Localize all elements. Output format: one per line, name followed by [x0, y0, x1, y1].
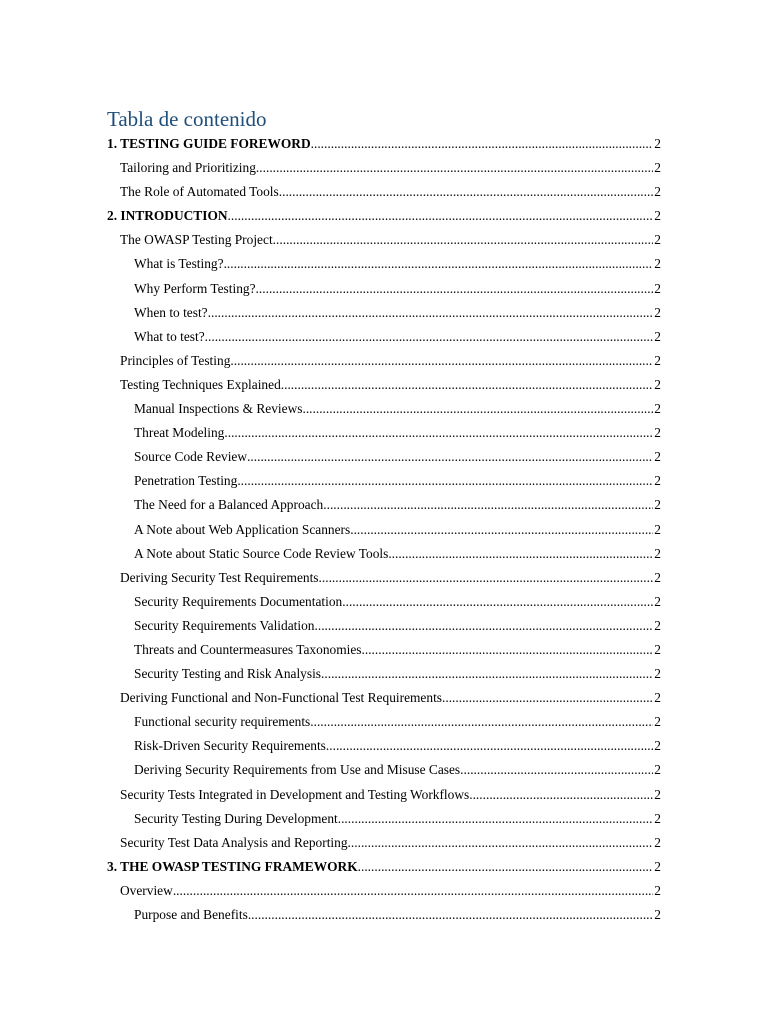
- toc-entry-label[interactable]: Purpose and Benefits: [134, 907, 248, 922]
- toc-dot-leader: [442, 686, 653, 710]
- toc-entry-label[interactable]: Deriving Functional and Non-Functional Test Requirements: [120, 690, 442, 706]
- toc-entry[interactable]: [107, 783, 661, 807]
- document-page: [107, 106, 661, 927]
- toc-entry[interactable]: [107, 542, 661, 566]
- toc-dot-leader: [256, 277, 654, 301]
- toc-entry-label[interactable]: Why Perform Testing?: [134, 280, 256, 296]
- toc-entry[interactable]: [107, 469, 661, 493]
- toc-entry-label[interactable]: When to test?: [134, 304, 208, 320]
- toc-list: [107, 132, 661, 927]
- toc-entry-page-number: 2: [654, 810, 661, 826]
- toc-entry-page-number: 2: [654, 401, 661, 417]
- toc-entry[interactable]: [107, 831, 661, 855]
- toc-entry-page-number: 2: [654, 497, 661, 513]
- toc-dot-leader: [224, 252, 654, 276]
- toc-entry[interactable]: [107, 421, 661, 445]
- toc-entry[interactable]: [107, 638, 661, 662]
- toc-entry[interactable]: [107, 662, 661, 686]
- toc-entry-page-number: 2: [654, 762, 661, 778]
- toc-entry-label[interactable]: Testing Techniques Explained: [120, 376, 281, 392]
- toc-entry-page-number: 2: [654, 738, 661, 754]
- toc-dot-leader: [205, 325, 654, 349]
- toc-entry-page-number: 2: [654, 280, 661, 296]
- toc-entry-label[interactable]: Deriving Security Test Requirements: [120, 569, 319, 585]
- toc-entry[interactable]: [107, 373, 661, 397]
- toc-entry-page-number: 2: [654, 593, 661, 609]
- toc-entry-label[interactable]: Tailoring and Prioritizing: [120, 160, 256, 176]
- toc-entry-page-number: 2: [654, 328, 661, 344]
- toc-entry[interactable]: [107, 132, 661, 156]
- toc-entry-label[interactable]: Threats and Countermeasures Taxonomies: [134, 641, 362, 657]
- toc-entry[interactable]: [107, 277, 661, 301]
- toc-entry[interactable]: [107, 397, 661, 421]
- toc-dot-leader: [362, 638, 654, 662]
- toc-entry-label[interactable]: The OWASP Testing Project: [120, 232, 273, 248]
- toc-entry-page-number: 2: [654, 136, 661, 151]
- toc-entry-label[interactable]: 1. TESTING GUIDE FOREWORD: [107, 136, 311, 151]
- toc-entry-label[interactable]: Security Requirements Documentation: [134, 593, 343, 609]
- toc-entry-label[interactable]: Security Requirements Validation: [134, 617, 315, 633]
- toc-entry[interactable]: [107, 807, 661, 831]
- toc-entry-page-number: 2: [654, 352, 661, 368]
- toc-dot-leader: [323, 493, 653, 517]
- toc-entry[interactable]: [107, 493, 661, 517]
- toc-entry-label[interactable]: Penetration Testing: [134, 473, 238, 489]
- toc-entry-page-number: 2: [654, 304, 661, 320]
- toc-entry-label[interactable]: Source Code Review: [134, 449, 248, 465]
- toc-entry-page-number: 2: [654, 882, 661, 898]
- toc-entry-page-number: 2: [654, 425, 661, 441]
- toc-dot-leader: [173, 879, 653, 903]
- toc-entry-page-number: 2: [654, 256, 661, 272]
- toc-entry[interactable]: [107, 734, 661, 758]
- toc-dot-leader: [321, 662, 653, 686]
- toc-entry[interactable]: [107, 903, 661, 927]
- toc-dot-leader: [315, 614, 654, 638]
- toc-entry-page-number: 2: [654, 714, 661, 730]
- toc-entry-label[interactable]: A Note about Web Application Scanners: [134, 521, 351, 537]
- toc-entry-label[interactable]: Manual Inspections & Reviews: [134, 401, 303, 417]
- toc-entry-label[interactable]: 2. INTRODUCTION: [107, 208, 228, 224]
- toc-dot-leader: [338, 807, 654, 831]
- toc-entry-label[interactable]: Security Testing During Development: [134, 810, 338, 826]
- toc-entry-page-number: 2: [654, 184, 661, 200]
- toc-entry-label[interactable]: Security Test Data Analysis and Reporting: [120, 834, 348, 850]
- toc-entry-label[interactable]: Security Tests Integrated in Development and Testing Workflows: [120, 786, 470, 802]
- toc-dot-leader: [326, 734, 653, 758]
- toc-entry[interactable]: [107, 686, 661, 710]
- toc-entry-page-number: 2: [654, 376, 661, 392]
- toc-entry-label[interactable]: Principles of Testing: [120, 352, 231, 368]
- toc-entry-page-number: 2: [654, 232, 661, 248]
- toc-dot-leader: [230, 349, 653, 373]
- toc-entry-label[interactable]: The Need for a Balanced Approach: [134, 497, 324, 513]
- toc-entry-page-number: 2: [654, 545, 661, 561]
- toc-dot-leader: [460, 758, 653, 782]
- toc-entry[interactable]: [107, 180, 661, 204]
- toc-entry-label[interactable]: The Role of Automated Tools: [120, 184, 279, 200]
- toc-dot-leader: [342, 590, 653, 614]
- toc-dot-leader: [224, 421, 653, 445]
- toc-entry-page-number: 2: [654, 160, 661, 176]
- toc-dot-leader: [279, 180, 654, 204]
- toc-title: Tabla de contenido: [107, 107, 267, 131]
- toc-entry[interactable]: [107, 301, 661, 325]
- toc-entry-label[interactable]: Threat Modeling: [134, 425, 225, 441]
- toc-dot-leader: [311, 132, 654, 156]
- toc-entry-page-number: 2: [654, 569, 661, 585]
- toc-dot-leader: [281, 373, 654, 397]
- toc-entry[interactable]: [107, 590, 661, 614]
- toc-dot-leader: [237, 469, 653, 493]
- toc-entry-page-number: 2: [654, 786, 661, 802]
- toc-entry[interactable]: [107, 518, 661, 542]
- toc-entry[interactable]: [107, 252, 661, 276]
- toc-dot-leader: [248, 903, 653, 927]
- toc-entry[interactable]: [107, 855, 661, 879]
- toc-dot-leader: [228, 204, 654, 228]
- toc-entry[interactable]: [107, 445, 661, 469]
- toc-entry-label[interactable]: Overview: [120, 882, 173, 898]
- toc-entry-page-number: 2: [654, 858, 661, 874]
- toc-entry-page-number: 2: [654, 641, 661, 657]
- toc-entry[interactable]: [107, 879, 661, 903]
- toc-entry-label[interactable]: Deriving Security Requirements from Use and Misuse Cases: [134, 762, 461, 778]
- toc-dot-leader: [256, 156, 653, 180]
- toc-dot-leader: [273, 228, 654, 252]
- toc-dot-leader: [208, 301, 654, 325]
- toc-dot-leader: [310, 710, 653, 734]
- toc-entry-label[interactable]: Risk-Driven Security Requirements: [134, 738, 326, 754]
- toc-entry-label[interactable]: Functional security requirements: [134, 714, 311, 730]
- toc-entry-page-number: 2: [654, 449, 661, 465]
- toc-entry[interactable]: [107, 228, 661, 252]
- toc-entry[interactable]: [107, 710, 661, 734]
- toc-dot-leader: [469, 783, 653, 807]
- toc-entry[interactable]: [107, 614, 661, 638]
- toc-entry-page-number: 2: [654, 617, 661, 633]
- toc-entry[interactable]: [107, 758, 661, 782]
- toc-dot-leader: [319, 566, 654, 590]
- toc-dot-leader: [388, 542, 653, 566]
- toc-entry-page-number: 2: [654, 473, 661, 489]
- toc-entry-label[interactable]: What to test?: [134, 328, 205, 344]
- toc-entry[interactable]: [107, 156, 661, 180]
- toc-entry-label[interactable]: Security Testing and Risk Analysis: [134, 666, 322, 682]
- toc-entry-page-number: 2: [654, 834, 661, 850]
- toc-entry[interactable]: [107, 204, 661, 228]
- toc-entry[interactable]: [107, 325, 661, 349]
- toc-dot-leader: [350, 518, 653, 542]
- toc-dot-leader: [348, 831, 654, 855]
- toc-entry-page-number: 2: [654, 666, 661, 682]
- toc-dot-leader: [247, 445, 653, 469]
- toc-entry-label[interactable]: 3. THE OWASP TESTING FRAMEWORK: [107, 858, 358, 874]
- toc-entry[interactable]: [107, 566, 661, 590]
- toc-entry-page-number: 2: [654, 907, 661, 922]
- toc-entry-page-number: 2: [654, 521, 661, 537]
- toc-entry[interactable]: [107, 349, 661, 373]
- toc-dot-leader: [302, 397, 653, 421]
- toc-dot-leader: [358, 855, 654, 879]
- toc-entry-label[interactable]: A Note about Static Source Code Review Tools: [134, 545, 389, 561]
- toc-entry-label[interactable]: What is Testing?: [134, 256, 224, 272]
- toc-entry-page-number: 2: [654, 208, 661, 224]
- toc-entry-page-number: 2: [654, 690, 661, 706]
